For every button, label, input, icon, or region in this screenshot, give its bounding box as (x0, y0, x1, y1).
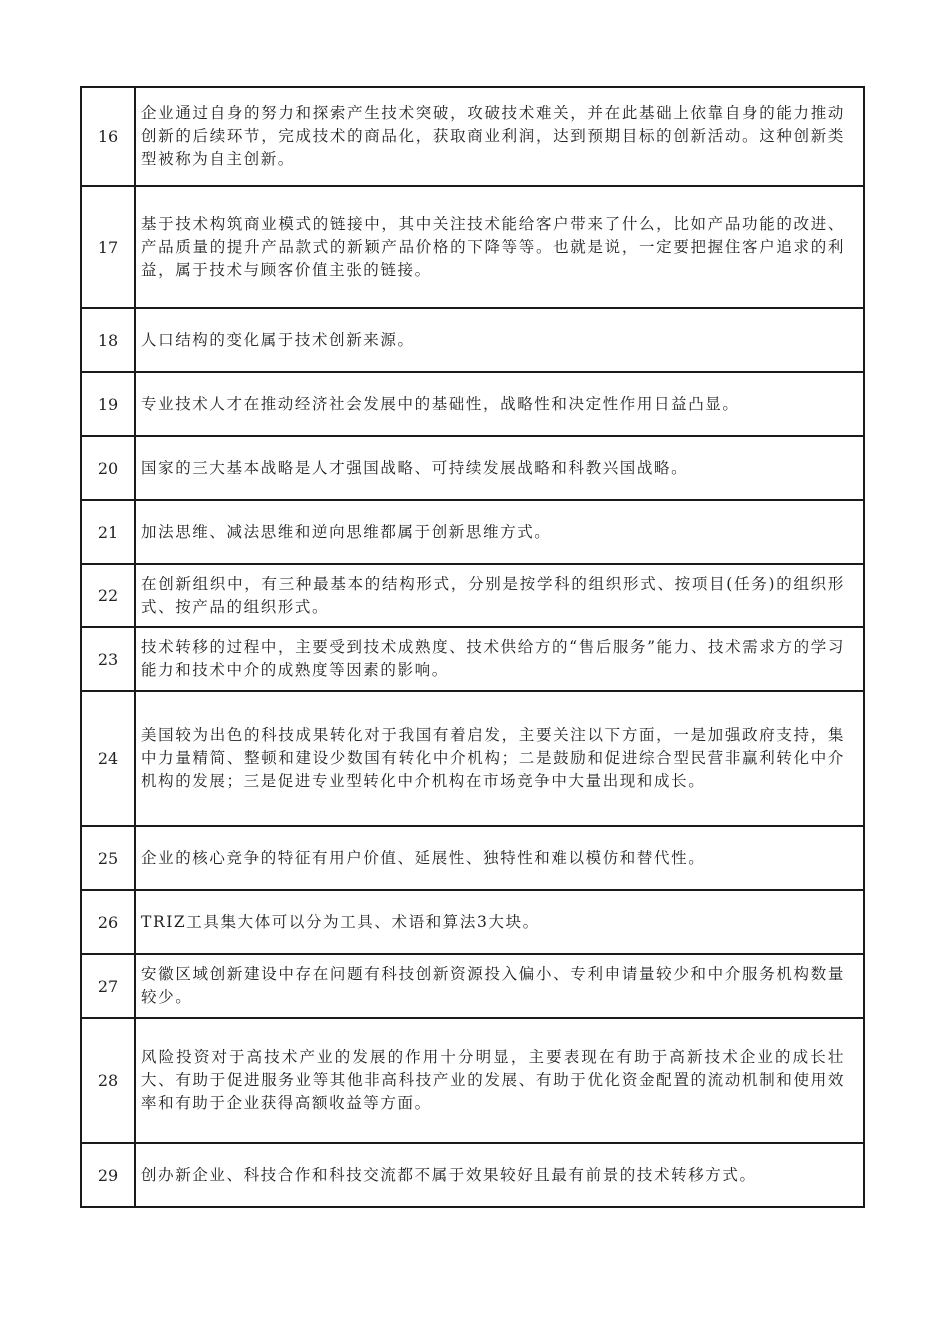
table-row (81, 436, 864, 500)
row-statement: 美国较为出色的科技成果转化对于我国有着启发，主要关注以下方面，一是加强政府支持，集中力量精简、整顿和建设少数国有转化中介机构；二是鼓励和促进综合型民营非赢利转化中介机构的发展；三是促进专业型转化中介机构在市场竞争中大量出现和成长。 (135, 691, 864, 826)
row-number: 16 (81, 87, 135, 186)
row-statement: 基于技术构筑商业模式的链接中，其中关注技术能给客户带来了什么，比如产品功能的改进、产品质量的提升产品款式的新颖产品价格的下降等等。也就是说，一定要把握住客户追求的利益，属于技术与顾客价值主张的链接。 (135, 186, 864, 308)
row-statement: TRIZ工具集大体可以分为工具、术语和算法3大块。 (135, 890, 864, 954)
table-row (81, 372, 864, 436)
row-statement: 企业通过自身的努力和探索产生技术突破，攻破技术难关，并在此基础上依靠自身的能力推动创新的后续环节，完成技术的商品化，获取商业利润，达到预期目标的创新活动。这种创新类型被称为自主创新。 (135, 87, 864, 186)
row-number: 26 (81, 890, 135, 954)
table-row (81, 564, 864, 627)
row-statement: 企业的核心竞争的特征有用户价值、延展性、独特性和难以模仿和替代性。 (135, 826, 864, 890)
row-statement: 专业技术人才在推动经济社会发展中的基础性，战略性和决定性作用日益凸显。 (135, 372, 864, 436)
row-number: 25 (81, 826, 135, 890)
row-number: 21 (81, 500, 135, 564)
row-number: 22 (81, 564, 135, 627)
row-statement: 技术转移的过程中，主要受到技术成熟度、技术供给方的“售后服务”能力、技术需求方的学习能力和技术中介的成熟度等因素的影响。 (135, 627, 864, 691)
table-row (81, 186, 864, 308)
row-statement: 人口结构的变化属于技术创新来源。 (135, 308, 864, 372)
row-number: 28 (81, 1018, 135, 1143)
row-statement: 加法思维、减法思维和逆向思维都属于创新思维方式。 (135, 500, 864, 564)
row-number: 19 (81, 372, 135, 436)
row-number: 18 (81, 308, 135, 372)
table-row (81, 627, 864, 691)
row-statement: 国家的三大基本战略是人才强国战略、可持续发展战略和科教兴国战略。 (135, 436, 864, 500)
row-statement: 安徽区域创新建设中存在问题有科技创新资源投入偏小、专利申请量较少和中介服务机构数量较少。 (135, 954, 864, 1018)
table-row (81, 954, 864, 1018)
row-statement: 风险投资对于高技术产业的发展的作用十分明显，主要表现在有助于高新技术企业的成长壮大、有助于促进服务业等其他非高科技产业的发展、有助于优化资金配置的流动机制和使用效率和有助于企业获得高额收益等方面。 (135, 1018, 864, 1143)
table-row (81, 500, 864, 564)
row-number: 27 (81, 954, 135, 1018)
question-table (80, 86, 865, 1208)
table-row (81, 1143, 864, 1207)
row-number: 23 (81, 627, 135, 691)
table-row (81, 691, 864, 826)
table-row (81, 87, 864, 186)
row-number: 17 (81, 186, 135, 308)
row-number: 20 (81, 436, 135, 500)
row-number: 29 (81, 1143, 135, 1207)
row-number: 24 (81, 691, 135, 826)
table-row (81, 826, 864, 890)
table-row (81, 1018, 864, 1143)
table-row (81, 308, 864, 372)
row-statement: 在创新组织中，有三种最基本的结构形式，分别是按学科的组织形式、按项目(任务)的组织形式、按产品的组织形式。 (135, 564, 864, 627)
table-row (81, 890, 864, 954)
row-statement: 创办新企业、科技合作和科技交流都不属于效果较好且最有前景的技术转移方式。 (135, 1143, 864, 1207)
